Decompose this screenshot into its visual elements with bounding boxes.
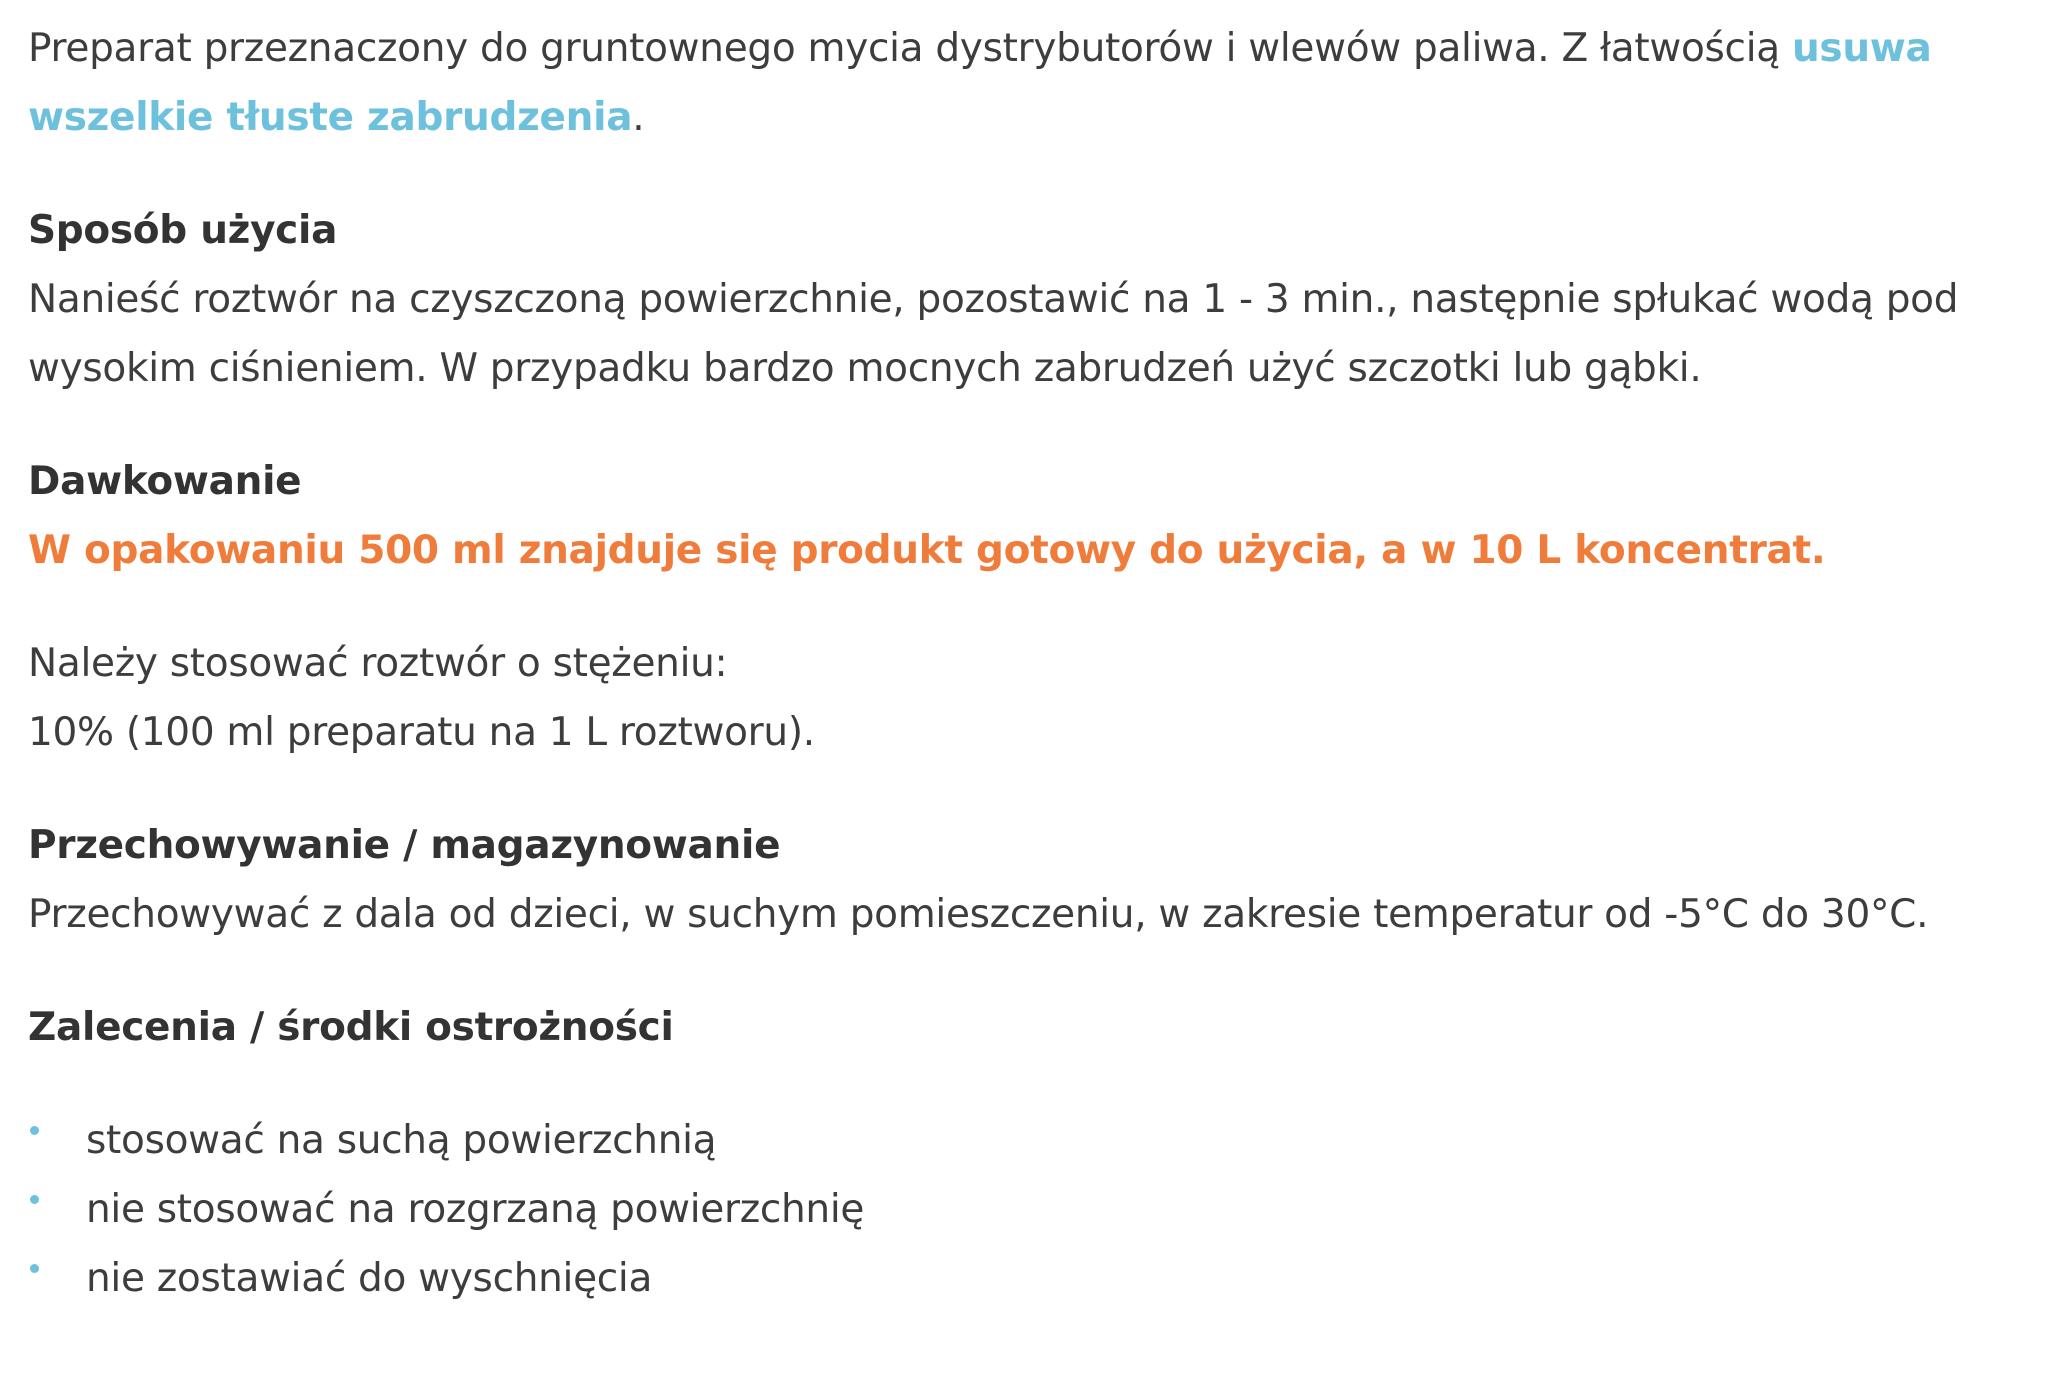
storage-section bbox=[28, 811, 2020, 949]
precautions-list bbox=[28, 1106, 2020, 1313]
storage-heading: Przechowywanie / magazynowanie bbox=[28, 823, 781, 868]
dosage-concentration bbox=[28, 629, 2020, 767]
usage-section bbox=[28, 196, 2020, 403]
list-item-text: nie zostawiać do wyschnięcia bbox=[86, 1256, 653, 1301]
bullet-dot-icon bbox=[30, 1264, 39, 1273]
precautions-heading: Zalecenia / środki ostrożności bbox=[28, 1005, 674, 1050]
list-item bbox=[28, 1106, 2020, 1175]
dosage-section bbox=[28, 447, 2020, 585]
list-item bbox=[28, 1175, 2020, 1244]
usage-heading: Sposób użycia bbox=[28, 208, 338, 253]
list-item-text: stosować na suchą powierzchnią bbox=[86, 1118, 717, 1163]
dosage-highlight: W opakowaniu 500 ml znajduje się produkt gotowy do użycia, a w 10 L koncentrat. bbox=[28, 528, 1826, 573]
dosage-line-1: Należy stosować roztwór o stężeniu: bbox=[28, 641, 728, 686]
list-item bbox=[28, 1244, 2020, 1313]
intro-paragraph bbox=[28, 14, 2020, 152]
usage-text: Nanieść roztwór na czyszczoną powierzchnie, pozostawić na 1 - 3 min., następnie spłukać wodą pod wysokim ciśnieniem. W przypadku bardzo mocnych zabrudzeń użyć szczotki lub gąbki. bbox=[28, 277, 1959, 391]
intro-link[interactable]: usuwa wszelkie tłuste zabrudzenia bbox=[28, 26, 1932, 140]
dosage-line-2: 10% (100 ml preparatu na 1 L roztworu). bbox=[28, 710, 815, 755]
dosage-heading: Dawkowanie bbox=[28, 459, 302, 504]
bullet-dot-icon bbox=[30, 1126, 39, 1135]
list-item-text: nie stosować na rozgrzaną powierzchnię bbox=[86, 1187, 865, 1232]
precautions-section bbox=[28, 993, 2020, 1313]
bullet-dot-icon bbox=[30, 1195, 39, 1204]
intro-end: . bbox=[632, 95, 645, 140]
storage-text: Przechowywać z dala od dzieci, w suchym pomieszczeniu, w zakresie temperatur od -5°C do 30°C. bbox=[28, 892, 1929, 937]
intro-text: Preparat przeznaczony do gruntownego mycia dystrybutorów i wlewów paliwa. Z łatwością bbox=[28, 26, 1792, 71]
